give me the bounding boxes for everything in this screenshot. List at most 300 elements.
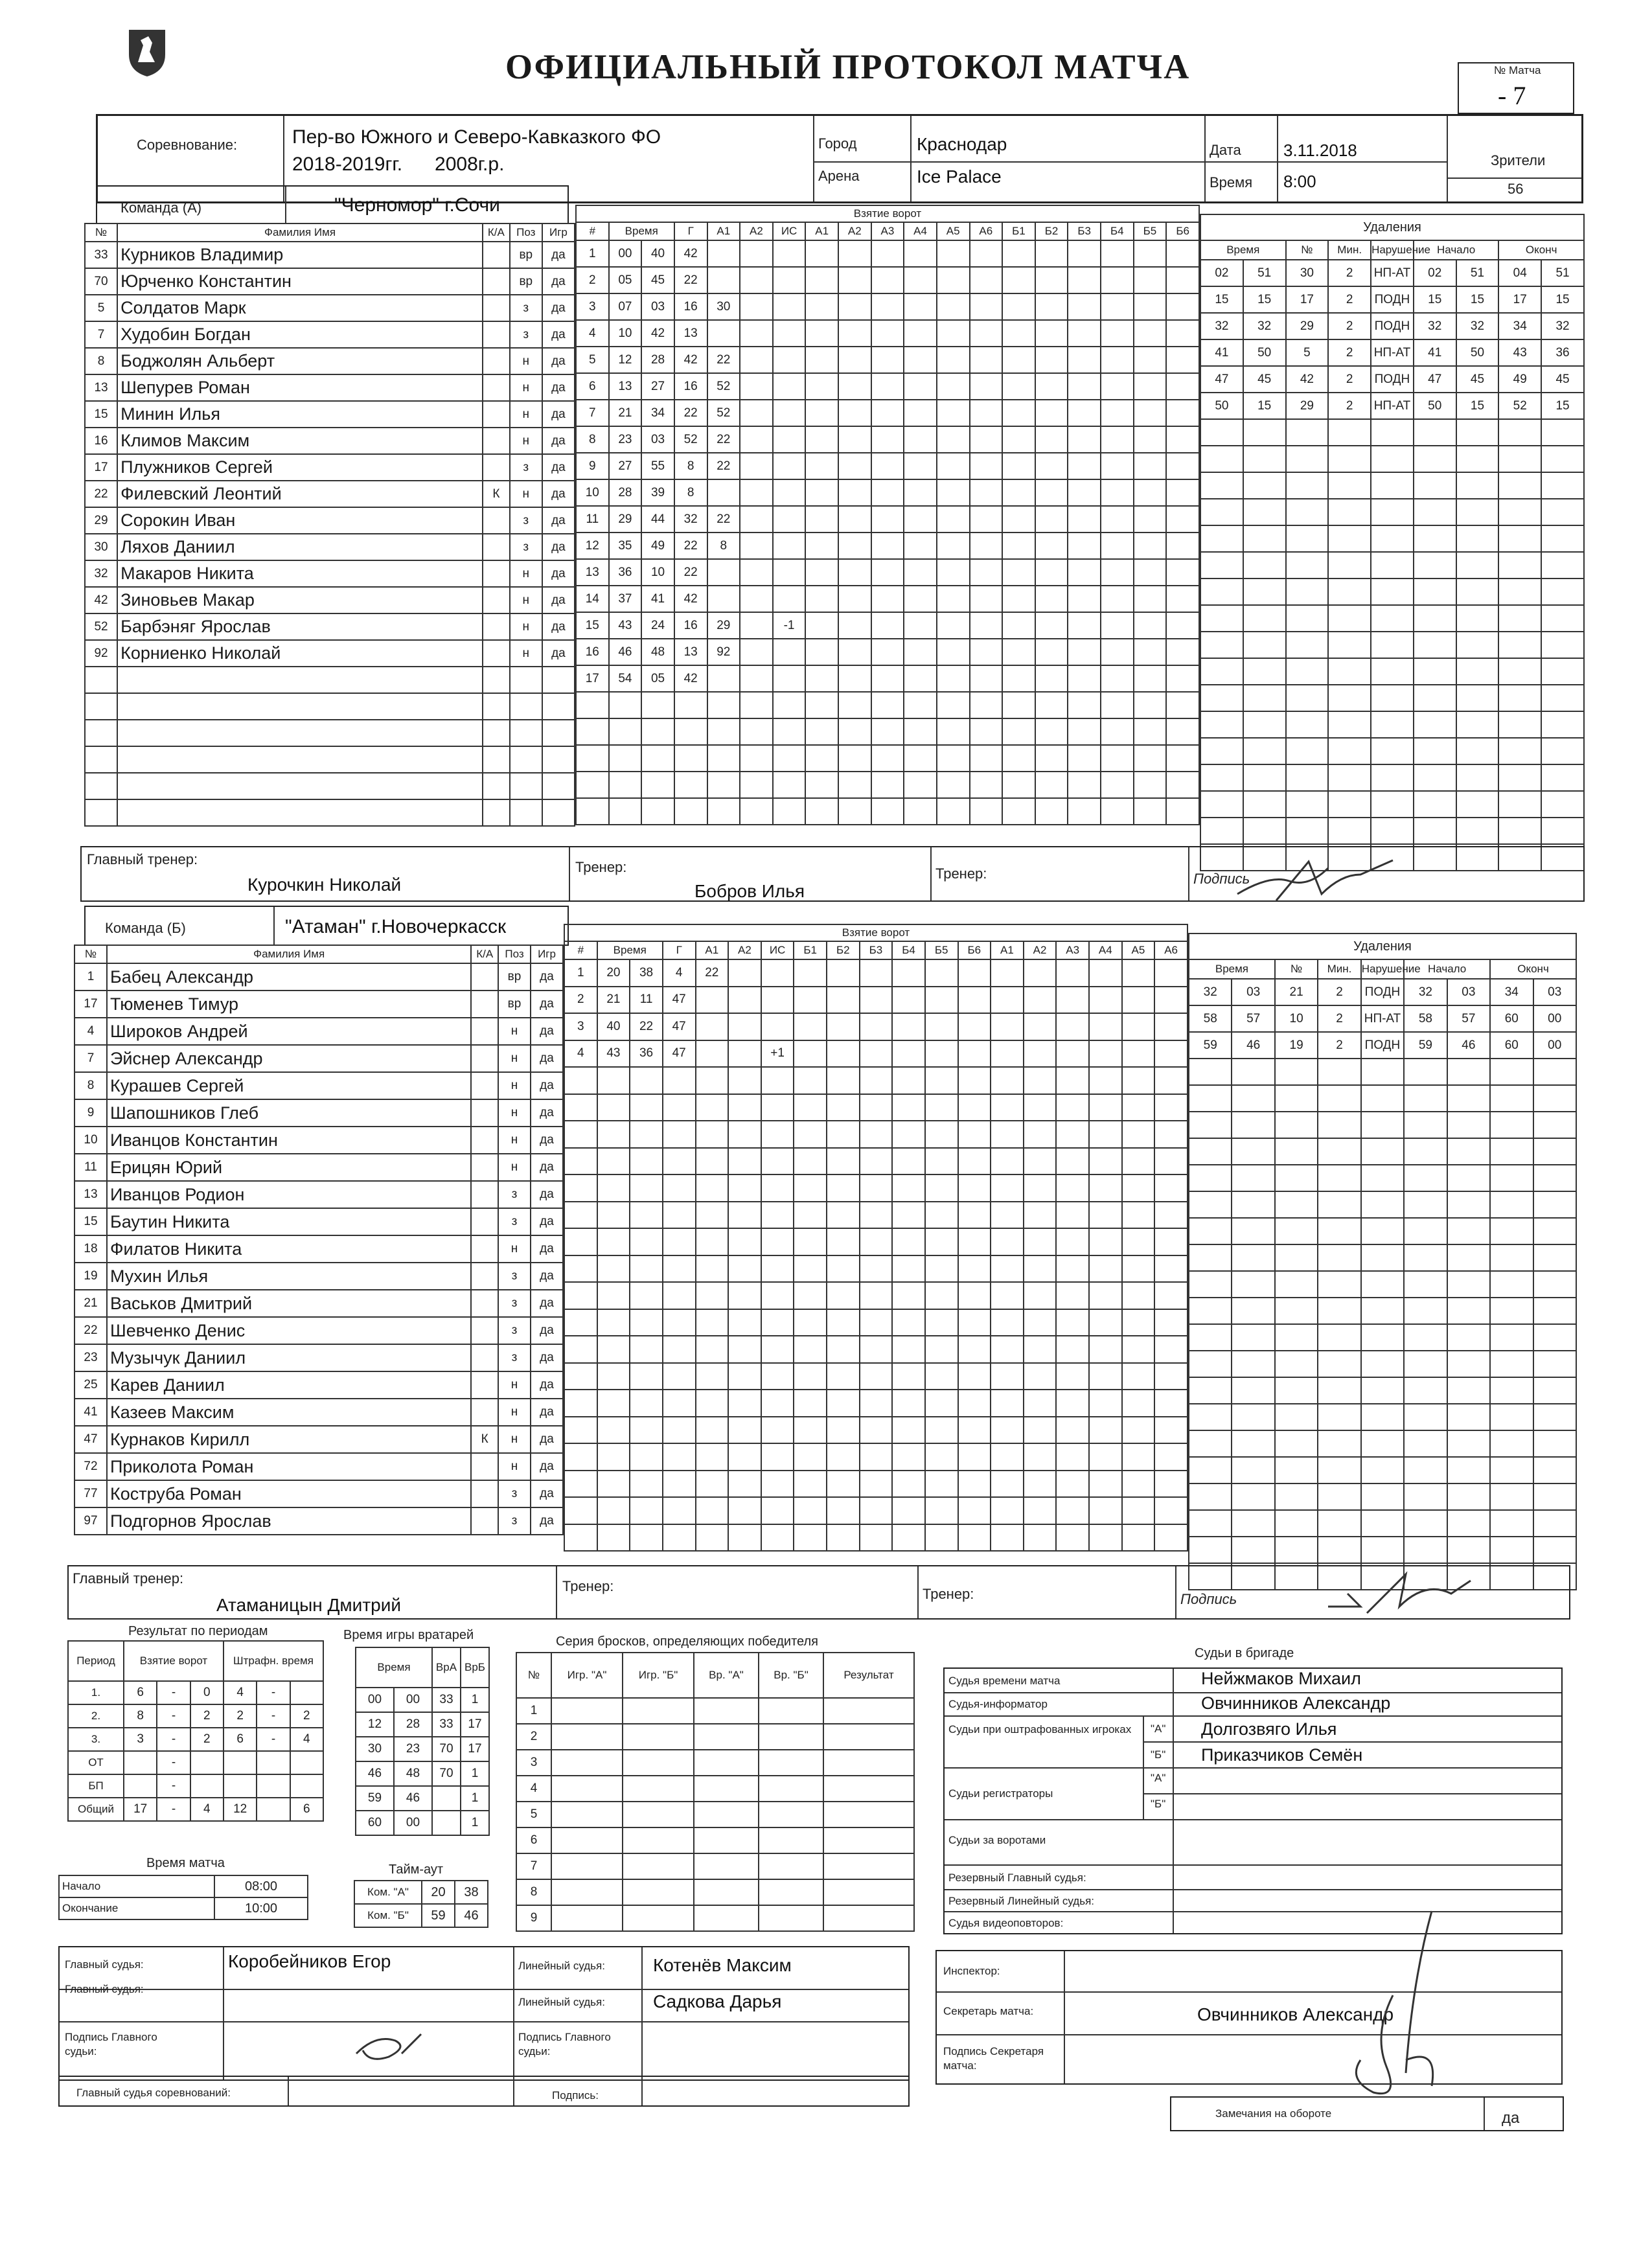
- goal-number: 4: [576, 320, 609, 347]
- penalty-no: 17: [1286, 286, 1329, 313]
- goal-assist2: [740, 745, 773, 772]
- penalty-foul: [1371, 711, 1414, 738]
- penalty-emin: 60: [1490, 1005, 1533, 1032]
- goal-onice-cell: [958, 1417, 991, 1444]
- shootout-cell: [694, 1802, 759, 1827]
- player-name: Широков Андрей: [107, 1018, 471, 1045]
- goal-onice-cell: [1154, 1121, 1187, 1148]
- penalty-foul: [1361, 1537, 1404, 1563]
- shootout-cell: [694, 1827, 759, 1853]
- goal-onice-cell: [827, 1363, 860, 1390]
- goal-onice-cell: [991, 1094, 1024, 1121]
- goal-assist1: [696, 1336, 729, 1363]
- match-end-label: Окончание: [59, 1897, 214, 1919]
- player-name: [117, 773, 483, 799]
- goals-col-header: А2: [1024, 941, 1057, 959]
- goal-onice-cell: [1089, 1282, 1122, 1309]
- goal-onice-cell: [805, 347, 838, 373]
- penalty-mins: [1318, 1457, 1360, 1483]
- penalty-sec: [1232, 1271, 1274, 1298]
- goal-minute: 00: [609, 240, 642, 267]
- penalty-min: [1189, 1244, 1232, 1271]
- goal-assist2: [740, 453, 773, 479]
- penalty-foul: [1371, 685, 1414, 711]
- col-played-header: Игр: [531, 945, 563, 963]
- goal-onice-cell: [1068, 267, 1101, 293]
- period-pim-sep: -: [257, 1704, 290, 1728]
- player-played: да: [531, 963, 563, 991]
- goal-onice-cell: [970, 506, 1003, 533]
- goal-onice-cell: [1002, 479, 1035, 506]
- goal-onice-cell: [1134, 479, 1167, 506]
- penalty-mins: [1328, 764, 1371, 791]
- penalty-row: [1200, 472, 1584, 499]
- goal-row: [564, 1174, 1187, 1202]
- goal-onice-cell: [871, 320, 904, 347]
- goal-minute: 07: [609, 293, 642, 320]
- goal-onice-cell: [805, 320, 838, 347]
- goal-minute: [597, 1067, 630, 1094]
- penalty-sec: [1232, 1510, 1274, 1537]
- officials-title: Судьи в бригаде: [1195, 1646, 1294, 1660]
- goalie-second: 23: [394, 1737, 432, 1761]
- goal-onice-cell: [904, 347, 937, 373]
- goalie-second: 46: [394, 1786, 432, 1811]
- player-position: н: [498, 1399, 531, 1426]
- goal-onice-cell: [871, 293, 904, 320]
- goal-onice-cell: [1166, 533, 1199, 559]
- goal-scorer: 22: [674, 267, 707, 293]
- goal-onice-cell: [860, 1497, 893, 1524]
- main-ref-label: Главный судья:: [65, 1958, 144, 1971]
- penalty-row: [1200, 632, 1584, 658]
- goal-assist1: 52: [707, 373, 740, 400]
- penalty-no: [1286, 764, 1329, 791]
- goal-onice-cell: [1056, 1390, 1089, 1417]
- player-number: 18: [75, 1235, 107, 1263]
- goal-onice-cell: [1122, 1202, 1155, 1229]
- goal-onice-cell: [1024, 1497, 1057, 1524]
- goal-minute: 37: [609, 586, 642, 612]
- shootout-number: 3: [516, 1750, 551, 1776]
- goalie-b-header: ВрБ: [461, 1647, 489, 1688]
- penalty-ssec: [1456, 791, 1499, 818]
- shootout-cell: [823, 1776, 914, 1802]
- goal-onice-cell: [1002, 373, 1035, 400]
- penalty-mins: 2: [1328, 393, 1371, 419]
- goal-onice-cell: [1068, 373, 1101, 400]
- player-number: 47: [75, 1426, 107, 1453]
- goal-scorer: [674, 692, 707, 718]
- goal-assist2: [728, 1443, 761, 1471]
- player-name: Юрченко Константин: [117, 268, 483, 295]
- player-name: Корниенко Николай: [117, 640, 483, 667]
- goal-minute: [597, 1309, 630, 1336]
- goal-onice-cell: [827, 1497, 860, 1524]
- goal-onice-cell: [1154, 1040, 1187, 1068]
- goal-onice-cell: [827, 1202, 860, 1229]
- penalty-smin: [1404, 1430, 1447, 1457]
- goalie-second: 28: [394, 1712, 432, 1737]
- period-pim-b: 6: [290, 1798, 323, 1821]
- penalties-col-header: Оконч: [1490, 959, 1576, 979]
- penalty-row: [1200, 393, 1584, 419]
- player-row: [75, 1045, 563, 1072]
- goal-scorer: [663, 1255, 696, 1283]
- goal-second: [630, 1255, 663, 1283]
- shootout-cell: [623, 1776, 694, 1802]
- player-number: 30: [85, 534, 117, 560]
- player-number: 19: [75, 1263, 107, 1290]
- penalty-foul: НП-АТ: [1361, 1005, 1404, 1032]
- penalty-mins: [1328, 791, 1371, 818]
- goal-onice-cell: [1122, 1121, 1155, 1148]
- penalty-min: [1189, 1430, 1232, 1457]
- player-position: вр: [498, 991, 531, 1018]
- player-position: вр: [510, 268, 542, 295]
- goal-onice-cell: [892, 1282, 925, 1309]
- player-position: з: [498, 1507, 531, 1535]
- penalty-smin: [1404, 1138, 1447, 1165]
- goal-assist2: [740, 293, 773, 320]
- penalty-smin: [1414, 419, 1456, 446]
- goal-onice-cell: [1068, 293, 1101, 320]
- goal-onice-cell: [1101, 559, 1134, 586]
- goal-onice-cell: [838, 479, 871, 506]
- goal-row: [576, 293, 1199, 320]
- goal-onice-cell: [1101, 426, 1134, 453]
- goal-assist2: [740, 718, 773, 745]
- player-number: 7: [75, 1045, 107, 1072]
- penalty-no: [1286, 818, 1329, 844]
- penalty-no: [1275, 1085, 1318, 1112]
- goal-onice-cell: [838, 798, 871, 825]
- goal-onice-cell: [1024, 987, 1057, 1014]
- goal-number: 8: [576, 426, 609, 453]
- penalty-ssec: [1456, 419, 1499, 446]
- penalty-smin: [1404, 1191, 1447, 1218]
- goal-onice-cell: [1002, 240, 1035, 267]
- player-name: Минин Илья: [117, 401, 483, 428]
- penalty-ssec: [1447, 1324, 1490, 1351]
- col-captain-header: К/А: [483, 223, 510, 242]
- goal-onice-cell: [1101, 453, 1134, 479]
- goal-assist1: [696, 1202, 729, 1229]
- goal-onice-cell: [904, 533, 937, 559]
- goal-second: [641, 745, 674, 772]
- goal-situation: [773, 320, 806, 347]
- penalty-smin: 15: [1414, 286, 1456, 313]
- shootout-header-row: [516, 1653, 914, 1698]
- penalty-row: [1189, 1218, 1576, 1244]
- goal-onice-cell: [838, 586, 871, 612]
- penalty-sec: [1243, 499, 1286, 525]
- goals-col-header: Б1: [794, 941, 827, 959]
- goal-onice-cell: [794, 1282, 827, 1309]
- comp-ref-sign-label: Подпись:: [552, 2089, 599, 2102]
- penalty-no: [1275, 1483, 1318, 1510]
- period-name: 1.: [68, 1681, 124, 1704]
- goal-assist2: [740, 400, 773, 426]
- goal-situation: +1: [761, 1040, 794, 1068]
- goal-onice-cell: [937, 267, 970, 293]
- player-row: [75, 1507, 563, 1535]
- goalie-minute: 00: [356, 1688, 394, 1712]
- penalty-ssec: [1447, 1138, 1490, 1165]
- goal-scorer: 42: [674, 586, 707, 612]
- goal-onice-cell: [958, 1013, 991, 1040]
- goal-row: [576, 320, 1199, 347]
- penalty-ssec: [1456, 711, 1499, 738]
- goal-onice-cell: [1024, 1363, 1057, 1390]
- goal-assist2: [728, 1524, 761, 1552]
- player-name: Курнаков Кирилл: [107, 1426, 471, 1453]
- penalty-min: [1189, 1165, 1232, 1191]
- goal-scorer: [663, 1174, 696, 1202]
- goal-onice-cell: [1122, 1282, 1155, 1309]
- player-name: [117, 693, 483, 720]
- reg-b-tag: "Б": [1151, 1798, 1166, 1810]
- player-played: да: [531, 1154, 563, 1181]
- goal-onice-cell: [827, 987, 860, 1014]
- goal-onice-cell: [1035, 453, 1068, 479]
- penalty-mins: [1328, 605, 1371, 632]
- goal-minute: [597, 1443, 630, 1471]
- goalie-b: 17: [461, 1712, 489, 1737]
- penalty-sec: 57: [1232, 1005, 1274, 1032]
- goal-second: 05: [641, 665, 674, 692]
- goal-assist2: [728, 1202, 761, 1229]
- goalie-b: 1: [461, 1761, 489, 1786]
- penalty-mins: [1318, 1112, 1360, 1138]
- player-row: [75, 1371, 563, 1399]
- goal-onice-cell: [1024, 1443, 1057, 1471]
- goal-onice-cell: [892, 1174, 925, 1202]
- goal-onice-cell: [1122, 1524, 1155, 1552]
- team-a-coach: Курочкин Николай: [247, 875, 402, 895]
- goal-assist2: [740, 798, 773, 825]
- shootout-cell: [823, 1802, 914, 1827]
- penalty-min: [1200, 472, 1243, 499]
- goal-onice-cell: [838, 559, 871, 586]
- player-played: да: [531, 1018, 563, 1045]
- penalty-mins: [1328, 499, 1371, 525]
- penalty-min: [1200, 552, 1243, 578]
- goal-onice-cell: [805, 426, 838, 453]
- goalie-row: [356, 1761, 489, 1786]
- goal-onice-cell: [1056, 1148, 1089, 1175]
- goal-onice-cell: [1056, 1067, 1089, 1094]
- player-number: 10: [75, 1127, 107, 1154]
- player-played: да: [542, 401, 575, 428]
- goalie-a-header: ВрА: [432, 1647, 461, 1688]
- shootout-col-header: Игр. "А": [551, 1653, 623, 1698]
- goal-second: [630, 1174, 663, 1202]
- goal-scorer: 47: [663, 1013, 696, 1040]
- line-ref2-label: Линейный судья:: [518, 1996, 605, 2008]
- penalty-smin: 32: [1414, 313, 1456, 339]
- penalty-ssec: [1447, 1510, 1490, 1537]
- goals-title-row: [564, 924, 1187, 941]
- player-number: [85, 799, 117, 826]
- goal-second: 11: [630, 987, 663, 1014]
- shootout-row: [516, 1802, 914, 1827]
- penalty-esec: [1541, 472, 1584, 499]
- penalty-emin: [1498, 685, 1541, 711]
- goal-minute: 27: [609, 453, 642, 479]
- goal-onice-cell: [904, 798, 937, 825]
- penalty-foul: НП-АТ: [1371, 339, 1414, 366]
- penalty-ssec: [1447, 1351, 1490, 1377]
- goal-row: [576, 267, 1199, 293]
- goal-onice-cell: [1068, 665, 1101, 692]
- penalty-foul: НП-АТ: [1371, 260, 1414, 286]
- shootout-cell: [694, 1750, 759, 1776]
- penalty-emin: [1490, 1298, 1533, 1324]
- team-a-roster-table: [84, 223, 575, 827]
- goal-onice-cell: [1101, 718, 1134, 745]
- penalty-no: [1286, 711, 1329, 738]
- goal-onice-cell: [1056, 1497, 1089, 1524]
- goal-minute: 20: [597, 959, 630, 987]
- goal-row: [576, 373, 1199, 400]
- col-played-header: Игр: [542, 223, 575, 242]
- goal-situation: [773, 639, 806, 665]
- goal-row: [564, 1148, 1187, 1175]
- player-captain: [483, 799, 510, 826]
- penalty-row: [1189, 1457, 1576, 1483]
- penalty-min: [1189, 1377, 1232, 1404]
- penalty-ssec: 15: [1456, 286, 1499, 313]
- goal-onice-cell: [958, 1148, 991, 1175]
- goal-onice-cell: [794, 1228, 827, 1255]
- goalie-row: [356, 1786, 489, 1811]
- player-name: [117, 799, 483, 826]
- goal-onice-cell: [860, 1471, 893, 1498]
- penalty-emin: 43: [1498, 339, 1541, 366]
- penalty-emin: [1490, 1138, 1533, 1165]
- player-number: 52: [85, 613, 117, 640]
- penalties-col-header: Нарушение: [1371, 240, 1414, 260]
- goals-col-header: #: [576, 222, 609, 240]
- reserve-ref-label: Резервный Главный судья:: [948, 1872, 1086, 1884]
- goal-onice-cell: [925, 1443, 958, 1471]
- goal-situation: [761, 1255, 794, 1283]
- player-position: [510, 746, 542, 773]
- penalty-no: [1275, 1404, 1318, 1430]
- player-played: да: [531, 1181, 563, 1208]
- team-a-penalties-table: [1200, 214, 1585, 871]
- penalty-esec: [1541, 658, 1584, 685]
- goal-assist2: [740, 533, 773, 559]
- team-b-label: Команда (Б): [105, 920, 186, 936]
- goal-onice-cell: [1101, 639, 1134, 665]
- goal-minute: 54: [609, 665, 642, 692]
- player-name: Барбэняг Ярослав: [117, 613, 483, 640]
- goal-minute: 28: [609, 479, 642, 506]
- player-number: 1: [75, 963, 107, 991]
- goal-onice-cell: [871, 453, 904, 479]
- penalty-esec: [1533, 1138, 1577, 1165]
- goal-minute: [597, 1471, 630, 1498]
- team-b-header: [84, 906, 569, 946]
- goal-onice-cell: [838, 718, 871, 745]
- goal-onice-cell: [1024, 1040, 1057, 1068]
- penalty-no: [1275, 1510, 1318, 1537]
- goal-onice-cell: [1024, 959, 1057, 987]
- goal-number: [564, 1174, 597, 1202]
- goal-assist1: [696, 1148, 729, 1175]
- spectators: 56: [1508, 181, 1524, 197]
- goal-number: [564, 1148, 597, 1175]
- period-goals-a: 8: [124, 1704, 157, 1728]
- penalty-row: [1189, 1191, 1576, 1218]
- period-goals-b: 0: [190, 1681, 224, 1704]
- player-name: Климов Максим: [117, 428, 483, 454]
- shootout-row: [516, 1905, 914, 1931]
- goal-onice-cell: [892, 1228, 925, 1255]
- penalty-smin: [1404, 1271, 1447, 1298]
- goal-assist2: [740, 320, 773, 347]
- player-name: Ерицян Юрий: [107, 1154, 471, 1181]
- pen-title-row: [1200, 214, 1584, 240]
- goal-onice-cell: [1166, 665, 1199, 692]
- goal-onice-cell: [805, 453, 838, 479]
- goal-onice-cell: [1024, 1524, 1057, 1552]
- goal-onice-cell: [991, 1417, 1024, 1444]
- player-captain: [483, 773, 510, 799]
- player-row: [75, 1263, 563, 1290]
- goal-onice-cell: [892, 1202, 925, 1229]
- penalty-sec: 15: [1243, 393, 1286, 419]
- player-row: [85, 587, 575, 613]
- penalty-sec: [1243, 764, 1286, 791]
- penalty-min: 47: [1200, 366, 1243, 393]
- player-captain: [483, 428, 510, 454]
- player-row: [85, 242, 575, 268]
- goal-onice-cell: [860, 1174, 893, 1202]
- penalty-smin: [1404, 1298, 1447, 1324]
- goal-onice-cell: [827, 1148, 860, 1175]
- goal-onice-cell: [1166, 506, 1199, 533]
- player-played: да: [542, 428, 575, 454]
- goal-onice-cell: [958, 1121, 991, 1148]
- goals-col-header: Б3: [1068, 222, 1101, 240]
- penalty-esec: 00: [1533, 1032, 1577, 1059]
- penalty-min: [1189, 1457, 1232, 1483]
- goal-assist1: [707, 479, 740, 506]
- goal-onice-cell: [1002, 692, 1035, 718]
- penalty-ssec: [1447, 1085, 1490, 1112]
- goal-onice-cell: [1122, 959, 1155, 987]
- goal-onice-cell: [970, 426, 1003, 453]
- goal-onice-cell: [827, 1390, 860, 1417]
- goal-onice-cell: [1134, 692, 1167, 718]
- goal-situation: [773, 373, 806, 400]
- player-played: да: [531, 1371, 563, 1399]
- goal-onice-cell: [991, 1202, 1024, 1229]
- penalty-foul: [1361, 1324, 1404, 1351]
- period-goals-b: 2: [190, 1728, 224, 1751]
- goal-number: [564, 1497, 597, 1524]
- penalty-no: [1286, 658, 1329, 685]
- goal-onice-cell: [805, 745, 838, 772]
- timeout-table: [354, 1880, 488, 1928]
- goal-row: [564, 1040, 1187, 1068]
- penalty-esec: [1541, 525, 1584, 552]
- player-played: да: [542, 507, 575, 534]
- penalty-esec: [1533, 1271, 1577, 1298]
